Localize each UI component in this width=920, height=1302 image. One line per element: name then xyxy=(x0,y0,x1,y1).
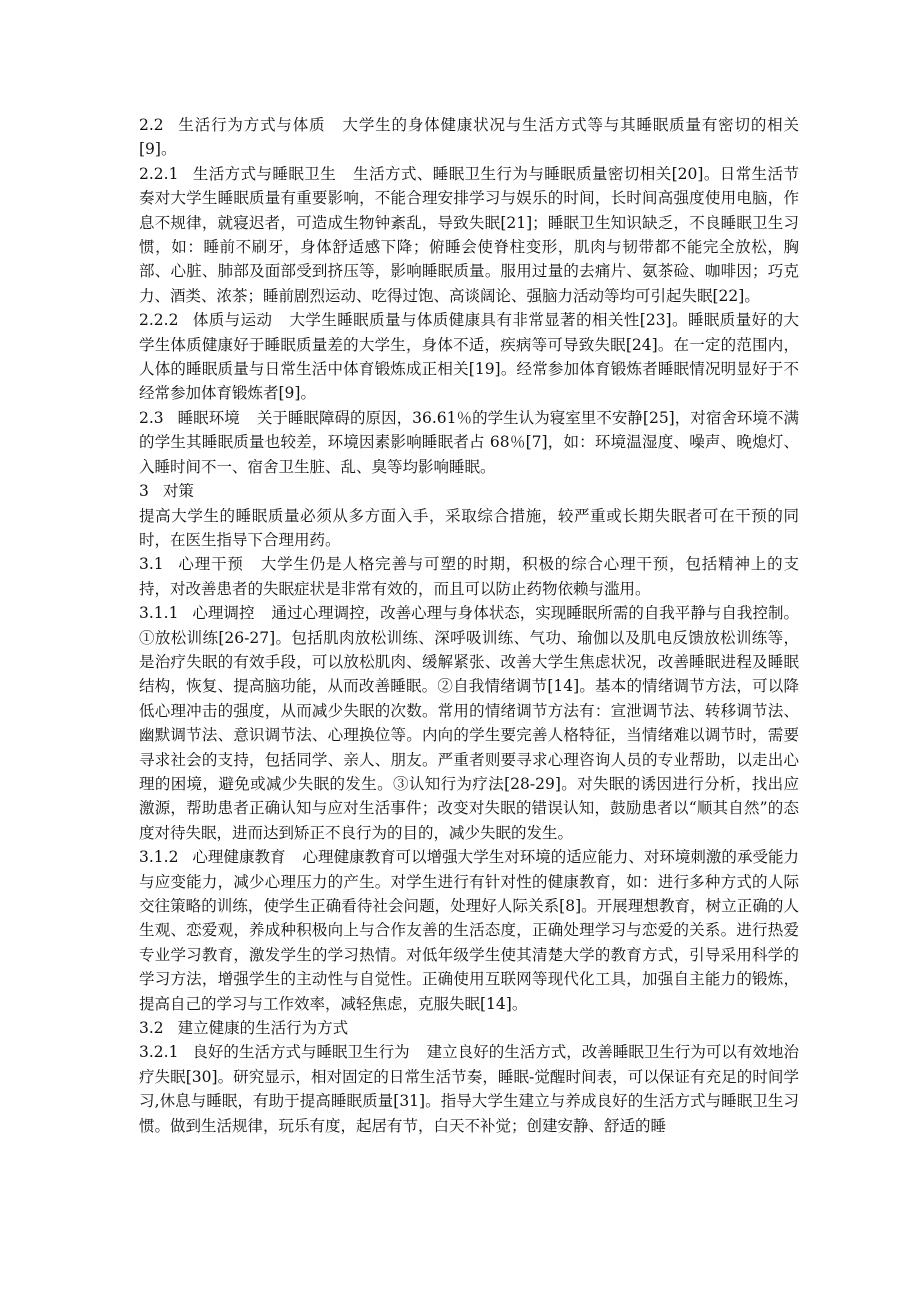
section-number: 3.2 xyxy=(139,1019,164,1038)
section-number: 2.2.1 xyxy=(139,164,179,183)
section-number: 2.2.2 xyxy=(139,311,179,330)
section-number: 3.1.2 xyxy=(139,848,179,867)
section-title: 体质与运动 xyxy=(192,311,273,330)
paragraph-3-2-1 xyxy=(139,1040,799,1138)
section-title: 生活方式与睡眠卫生 xyxy=(192,164,337,183)
section-title: 良好的生活方式与睡眠卫生行为 xyxy=(192,1043,410,1062)
section-title: 睡眠环境 xyxy=(177,408,240,427)
paragraph-text: 生活方式、睡眠卫生行为与睡眠质量密切相关[20]。日常生活节奏对大学生睡眠质量有重要影响，不能合理安排学习与娱乐的时间，长时间高强度使用电脑，作息不规律，就寝迟者，可造成生物钟紊乱，导致失眠[21]；睡眠卫生知识缺乏，不良睡眠卫生习惯，如：睡前不刷牙，身体舒适感下降；俯睡会使脊柱变形，肌肉与韧带都不能完全放松，胸部、心脏、肺部及面部受到挤压等，影响睡眠质量。服用过量的去痛片、氨茶硷、咖啡因；巧克力、酒类、浓茶；睡前剧烈运动、吃得过饱、高谈阔论、强脑力活动等均可引起失眠[22]。 xyxy=(139,164,799,305)
section-number: 2.2 xyxy=(139,116,164,134)
section-number: 3.1.1 xyxy=(139,604,179,623)
paragraph-text: 心理健康教育可以增强大学生对环境的适应能力、对环境刺激的承受能力与应变能力，减少心理压力的产生。对学生进行有针对性的健康教育，如：进行多种方式的人际交往策略的训练，使学生正确看待社会问题，处理好人际关系[8]。开展理想教育，树立正确的人生观、恋爱观，养成种积极向上与合作友善的生活态度，正确处理学习与恋爱的关系。进行热爱专业学习教育，激发学生的学习热情。对低年级学生使其清楚大学的教育方式，引导采用科学的学习方法，增强学生的主动性与自觉性。正确使用互联网等现代化工具，加强自主能力的锻炼，提高自己的学习与工作效率，减轻焦虑，克服失眠[14]。 xyxy=(139,848,799,1013)
section-heading-3 xyxy=(139,479,799,503)
paragraph-2-2-1 xyxy=(139,162,799,308)
section-number: 2.3 xyxy=(139,408,164,427)
paragraph-3-1-2 xyxy=(139,845,799,1016)
paragraph-3-intro xyxy=(139,504,799,553)
section-title: 心理调控 xyxy=(192,604,255,623)
section-title: 心理干预 xyxy=(177,555,244,574)
paragraph-3-1-1 xyxy=(139,601,799,845)
section-number: 3.1 xyxy=(139,555,164,574)
paragraph-text: 大学生的身体健康状况与生活方式等与其睡眠质量有密切的相关[9]。 xyxy=(139,116,799,159)
document-body xyxy=(139,113,799,1138)
section-title: 建立健康的生活行为方式 xyxy=(177,1019,349,1038)
paragraph-3-1 xyxy=(139,552,799,601)
paragraph-text: 建立良好的生活方式，改善睡眠卫生行为可以有效地治疗失眠[30]。研究显示，相对固定的日常生活节奏，睡眠-觉醒时间表，可以保证有充足的时间学习,休息与睡眠，有助于提高睡眠质量[31]。指导大学生建立与养成良好的生活方式与睡眠卫生习惯。做到生活规律，玩乐有度，起居有节，白天不补觉；创建安静、舒适的睡 xyxy=(139,1043,799,1135)
paragraph-text: 关于睡眠障碍的原因，36.61％的学生认为寝室里不安静[25]，对宿舍环境不满的学生其睡眠质量也较差，环境因素影响睡眠者占 68％[7]，如：环境温湿度、噪声、晚熄灯、入睡时间不一、宿舍卫生脏、乱、臭等均影响睡眠。 xyxy=(139,408,799,476)
paragraph-2-3 xyxy=(139,406,799,479)
paragraph-text: 大学生仍是人格完善与可塑的时期，积极的综合心理干预，包括精神上的支持，对改善患者的失眠症状是非常有效的，而且可以防止药物依赖与滥用。 xyxy=(139,555,799,598)
paragraph-text: 大学生睡眠质量与体质健康具有非常显著的相关性[23]。睡眠质量好的大学生体质健康好于睡眠质量差的大学生，身体不适，疾病等可导致失眠[24]。在一定的范围内，人体的睡眠质量与日常生活中体育锻炼成正相关[19]。经常参加体育锻炼者睡眠情况明显好于不经常参加体育锻炼者[9]。 xyxy=(139,311,799,403)
paragraph-2-2-2 xyxy=(139,308,799,406)
section-title: 心理健康教育 xyxy=(192,848,286,867)
section-title: 对策 xyxy=(162,482,194,501)
section-title: 生活行为方式与体质 xyxy=(177,116,326,134)
section-number: 3.2.1 xyxy=(139,1043,179,1062)
section-number: 3 xyxy=(139,482,149,501)
paragraph-text: 通过心理调控，改善心理与身体状态，实现睡眠所需的自我平静与自我控制。①放松训练[26-27]。包括肌肉放松训练、深呼吸训练、气功、瑜伽以及肌电反馈放松训练等，是治疗失眠的有效手段，可以放松肌肉、缓解紧张、改善大学生焦虑状况，改善睡眠进程及睡眠结构，恢复、提高脑功能，从而改善睡眠。②自我情绪调节[14]。基本的情绪调节方法，可以降低心理冲击的强度，从而减少失眠的次数。常用的情绪调节方法有：宣泄调节法、转移调节法、幽默调节法、意识调节法、心理换位等。内向的学生要完善人格特征，当情绪难以调节时，需要寻求社会的支持，包括同学、亲人、朋友。严重者则要寻求心理咨询人员的专业帮助，以走出心理的困境，避免或减少失眠的发生。③认知行为疗法[28-29]。对失眠的诱因进行分析，找出应激源，帮助患者正确认知与应对生活事件；改变对失眠的错误认知，鼓励患者以“顺其自然”的态度对待失眠，进而达到矫正不良行为的目的，减少失眠的发生。 xyxy=(139,604,799,842)
paragraph-2-2 xyxy=(139,113,799,162)
paragraph-text: 提高大学生的睡眠质量必须从多方面入手，采取综合措施，较严重或长期失眠者可在干预的同时，在医生指导下合理用药。 xyxy=(139,506,799,549)
section-heading-3-2 xyxy=(139,1016,799,1040)
